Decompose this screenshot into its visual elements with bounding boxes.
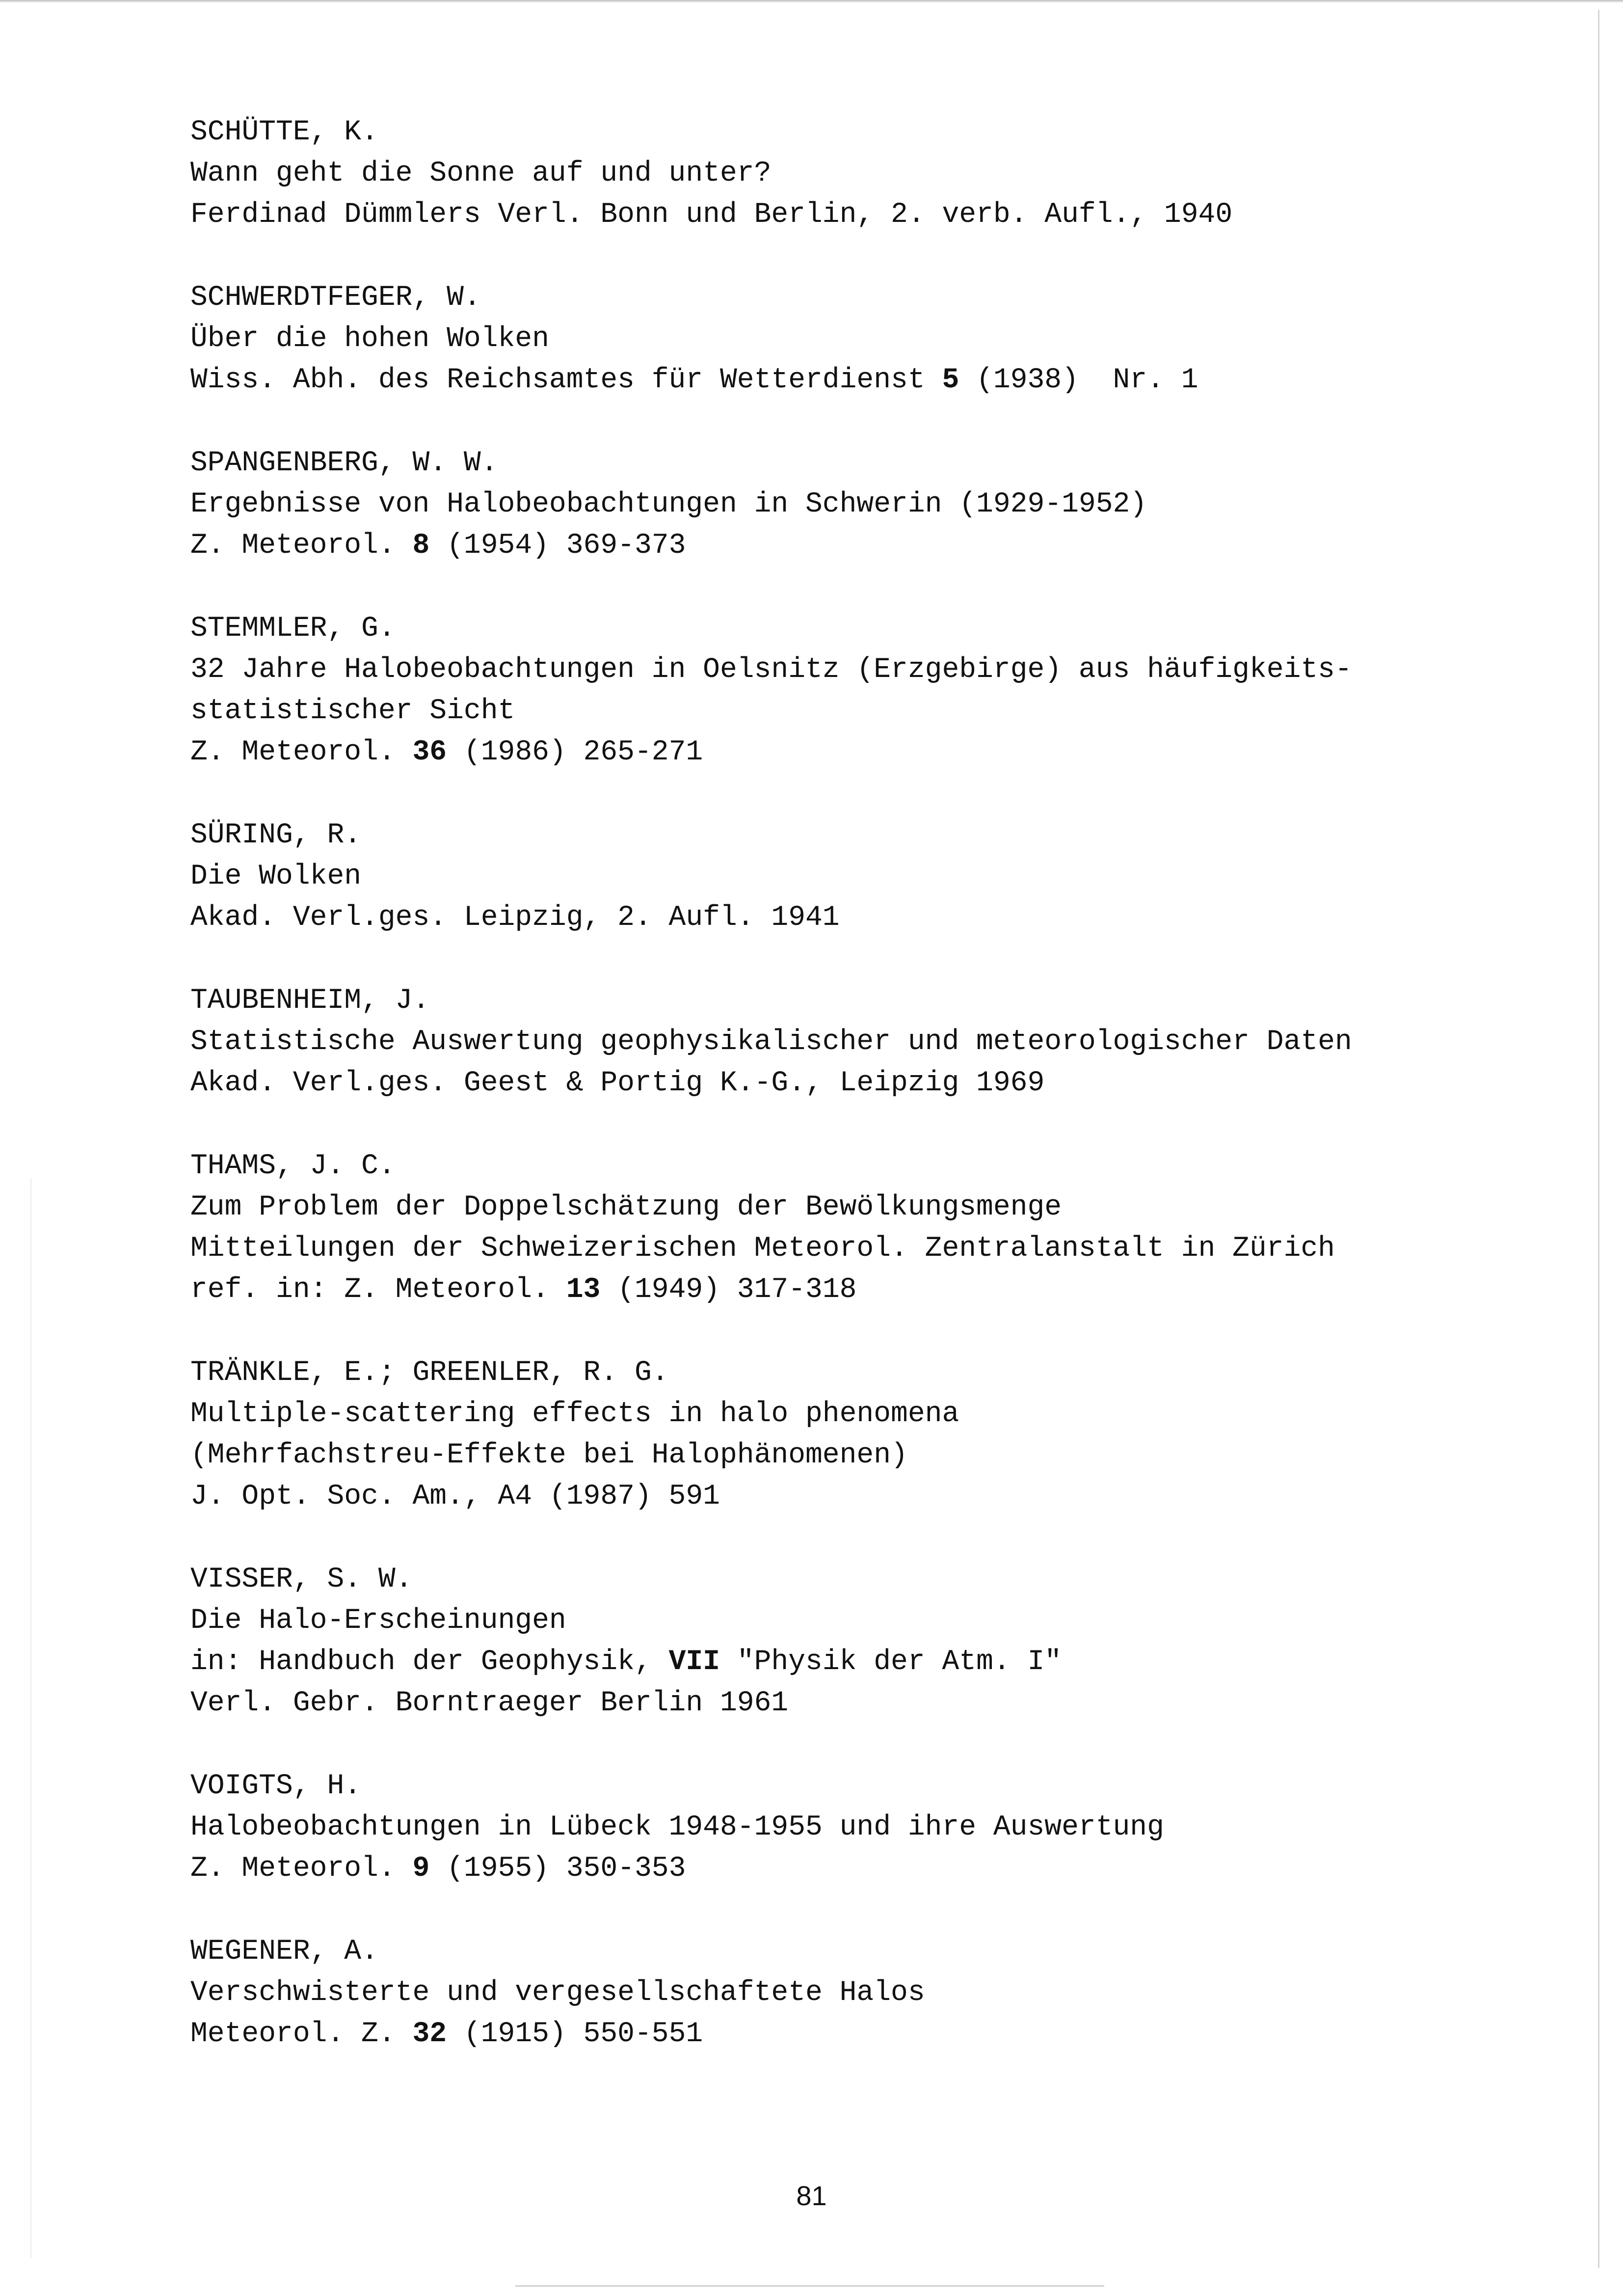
- reference-text: TRÄNKLE, E.; GREENLER, R. G.: [190, 1357, 669, 1389]
- reference-line: [190, 1063, 1417, 1104]
- reference-text: (1954) 369-373: [429, 530, 686, 562]
- reference-text: Z. Meteorol.: [190, 736, 413, 768]
- reference-line: [190, 1600, 1417, 1642]
- reference-line: [190, 1228, 1417, 1270]
- reference-author: [190, 980, 1417, 1022]
- reference-line: [190, 319, 1417, 360]
- reference-entry: [190, 815, 1417, 939]
- reference-text: in: Handbuch der Geophysik,: [190, 1646, 669, 1678]
- reference-text: Z. Meteorol.: [190, 530, 413, 562]
- reference-text: Die Halo-Erscheinungen: [190, 1605, 566, 1637]
- reference-author: [190, 608, 1417, 649]
- reference-text: J. Opt. Soc. Am., A4 (1987) 591: [190, 1481, 720, 1513]
- reference-text: TAUBENHEIM, J.: [190, 985, 430, 1017]
- reference-text: Halobeobachtungen in Lübeck 1948-1955 und ihre Auswertung: [190, 1811, 1164, 1843]
- reference-text: (1915) 550-551: [447, 2018, 703, 2050]
- reference-text: Multiple-scattering effects in halo phenomena: [190, 1398, 959, 1430]
- reference-text: Mitteilungen der Schweizerischen Meteorol. Zentralanstalt in Zürich: [190, 1233, 1335, 1265]
- reference-line: [190, 194, 1417, 236]
- reference-line: [190, 1435, 1417, 1476]
- reference-line: [190, 691, 1417, 732]
- reference-line: [190, 1972, 1417, 2014]
- reference-line: [190, 2014, 1417, 2055]
- reference-text: (1949) 317-318: [600, 1274, 857, 1306]
- reference-author: [190, 1931, 1417, 1972]
- reference-entry: [190, 443, 1417, 567]
- volume-number: 9: [412, 1853, 430, 1885]
- reference-text: STEMMLER, G.: [190, 613, 396, 645]
- reference-text: VISSER, S. W.: [190, 1564, 413, 1595]
- reference-text: "Physik der Atm. I": [719, 1646, 1062, 1678]
- reference-line: [190, 1187, 1417, 1228]
- reference-entry: [190, 608, 1417, 773]
- reference-line: [190, 153, 1417, 194]
- reference-text: (1986) 265-271: [447, 736, 703, 768]
- reference-text: Akad. Verl.ges. Leipzig, 2. Aufl. 1941: [190, 902, 840, 934]
- reference-text: 32 Jahre Halobeobachtungen in Oelsnitz (Erzgebirge) aus häufigkeits-: [190, 654, 1352, 686]
- reference-list: [190, 112, 1417, 2097]
- reference-text: Ferdinad Dümmlers Verl. Bonn und Berlin, 2. verb. Aufl., 1940: [190, 199, 1233, 231]
- reference-line: [190, 1022, 1417, 1063]
- reference-line: [190, 1807, 1417, 1848]
- reference-text: WEGENER, A.: [190, 1936, 378, 1968]
- reference-text: (1938) Nr. 1: [959, 364, 1198, 396]
- scan-right-edge: [1598, 10, 1599, 2268]
- reference-entry: [190, 1352, 1417, 1517]
- volume-number: 8: [412, 530, 430, 562]
- reference-text: Über die hohen Wolken: [190, 323, 549, 355]
- volume-number: 5: [942, 364, 959, 396]
- reference-text: statistischer Sicht: [190, 695, 515, 727]
- reference-text: THAMS, J. C.: [190, 1150, 396, 1182]
- reference-entry: [190, 277, 1417, 401]
- reference-line: [190, 525, 1417, 567]
- scan-bottom-edge: [515, 2285, 1104, 2287]
- scan-top-edge: [0, 0, 1623, 3]
- reference-text: Meteorol. Z.: [190, 2018, 413, 2050]
- reference-line: [190, 649, 1417, 691]
- reference-text: Verl. Gebr. Borntraeger Berlin 1961: [190, 1687, 789, 1719]
- reference-text: Ergebnisse von Halobeobachtungen in Schwerin (1929-1952): [190, 488, 1147, 520]
- page-number: 81: [796, 2180, 827, 2211]
- reference-line: [190, 1476, 1417, 1517]
- reference-line: [190, 1642, 1417, 1683]
- scan-left-edge: [30, 1178, 31, 2258]
- reference-text: SPANGENBERG, W. W.: [190, 447, 498, 479]
- reference-entry: [190, 1146, 1417, 1311]
- reference-text: VOIGTS, H.: [190, 1770, 362, 1802]
- reference-author: [190, 443, 1417, 484]
- volume-number: 36: [412, 736, 447, 768]
- reference-text: Die Wolken: [190, 861, 362, 892]
- reference-author: [190, 1352, 1417, 1394]
- reference-line: [190, 484, 1417, 525]
- reference-entry: [190, 1559, 1417, 1724]
- reference-line: [190, 1683, 1417, 1724]
- reference-line: [190, 897, 1417, 939]
- reference-text: Akad. Verl.ges. Geest & Portig K.-G., Leipzig 1969: [190, 1067, 1045, 1099]
- reference-line: [190, 856, 1417, 897]
- reference-line: [190, 732, 1417, 773]
- reference-line: [190, 1270, 1417, 1311]
- reference-entry: [190, 980, 1417, 1104]
- reference-line: [190, 1394, 1417, 1435]
- reference-author: [190, 112, 1417, 153]
- reference-text: Wiss. Abh. des Reichsamtes für Wetterdienst: [190, 364, 942, 396]
- reference-author: [190, 815, 1417, 856]
- volume-number: VII: [668, 1646, 720, 1678]
- reference-text: Verschwisterte und vergesellschaftete Halos: [190, 1977, 925, 2009]
- reference-text: Statistische Auswertung geophysikalischer und meteorologischer Daten: [190, 1026, 1352, 1058]
- reference-text: SCHWERDTFEGER, W.: [190, 282, 481, 314]
- reference-text: (1955) 350-353: [429, 1853, 686, 1885]
- reference-author: [190, 277, 1417, 319]
- reference-text: SCHÜTTE, K.: [190, 116, 378, 148]
- reference-text: ref. in: Z. Meteorol.: [190, 1274, 566, 1306]
- reference-line: [190, 1848, 1417, 1890]
- reference-author: [190, 1146, 1417, 1187]
- reference-author: [190, 1559, 1417, 1600]
- reference-text: (Mehrfachstreu-Effekte bei Halophänomenen): [190, 1439, 908, 1471]
- reference-author: [190, 1766, 1417, 1807]
- reference-text: Wann geht die Sonne auf und unter?: [190, 158, 772, 189]
- reference-entry: [190, 1766, 1417, 1890]
- reference-entry: [190, 1931, 1417, 2055]
- reference-text: Zum Problem der Doppelschätzung der Bewölkungsmenge: [190, 1191, 1062, 1223]
- reference-entry: [190, 112, 1417, 236]
- reference-line: [190, 360, 1417, 401]
- reference-text: Z. Meteorol.: [190, 1853, 413, 1885]
- volume-number: 32: [412, 2018, 447, 2050]
- volume-number: 13: [566, 1274, 601, 1306]
- reference-text: SÜRING, R.: [190, 819, 362, 851]
